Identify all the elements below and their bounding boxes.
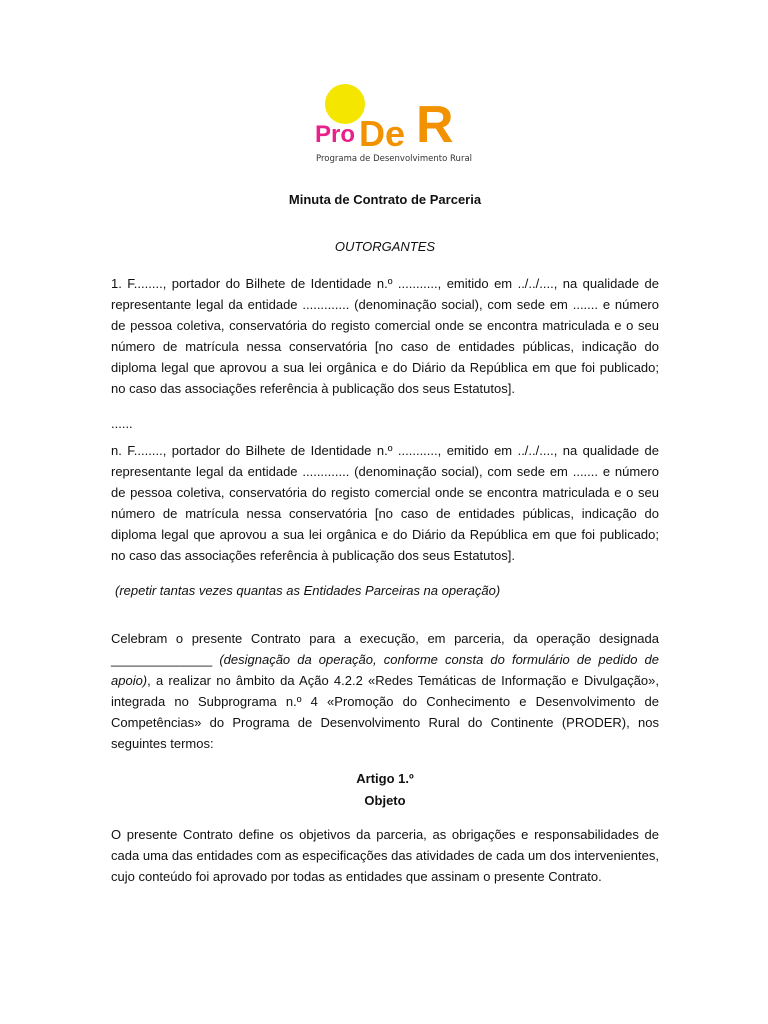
repeat-note: (repetir tantas vezes quantas as Entidades Parceiras na operação) — [115, 583, 501, 598]
ellipsis-separator: ...... — [111, 416, 133, 431]
proder-logo — [310, 82, 473, 172]
celebram-italic: (designação da operação, conforme consta do formulário de pedido de apoio) — [111, 652, 659, 688]
proder-logo-mark — [310, 82, 470, 154]
article-number: Artigo 1.º — [356, 771, 414, 786]
logo-subtitle: Programa de Desenvolvimento Rural — [316, 154, 473, 164]
article-paragraph: O presente Contrato define os objetivos da parceria, as obrigações e responsabilidades de cada uma das entidades com as especificações das atividades de cada um dos intervenientes, cujo conteúdo foi aprovado por todas as entidades que assinam o presente Contrato. — [111, 827, 659, 884]
logo-text-pro: Pro — [315, 121, 356, 148]
celebram-start: Celebram o presente Contrato para a execução, em parceria, da operação designada ______________ — [111, 631, 659, 667]
party-n-paragraph: n. F........, portador do Bilhete de Identidade n.º ..........., emitido em ../../...., na qualidade de representante legal da entidade ............. (denominação social), com sede em ....... e número de pessoa coletiva, conservatória do registo comercial onde se encontra matriculada e o seu número de matrícula nessa conservatória [no caso de entidades públicas, indicação do diploma legal que aprovou a sua lei orgânica e do Diário da República em que foi publicado; no caso das associações referência à publicação dos seus Estatutos]. — [111, 443, 659, 563]
logo-text-de: De — [359, 113, 406, 154]
logo-text-r: R — [416, 96, 454, 154]
party-1-paragraph: 1. F........, portador do Bilhete de Identidade n.º ..........., emitido em ../../...., na qualidade de representante legal da entidade ............. (denominação social), com sede em ....... e número de pessoa coletiva, conservatória do registo comercial onde se encontra matriculada e o seu número de matrícula nessa conservatória [no caso de entidades públicas, indicação do diploma legal que aprovou a sua lei orgânica e do Diário da República em que foi publicado; no caso das associações referência à publicação dos seus Estatutos]. — [111, 276, 659, 396]
celebram-paragraph — [111, 628, 659, 754]
section-heading-outorgantes: OUTORGANTES — [334, 239, 436, 254]
article-title: Objeto — [364, 793, 406, 808]
celebram-end: , a realizar no âmbito da Ação 4.2.2 «Redes Temáticas de Informação e Divulgação», integrada no Subprograma n.º 4 «Promoção do Conhecimento e Desenvolvimento de Competências» do Programa de Desenvolvimento Rural do Continente (PRODER), nos seguintes termos: — [111, 673, 659, 751]
document-title: Minuta de Contrato de Parceria — [288, 192, 482, 207]
